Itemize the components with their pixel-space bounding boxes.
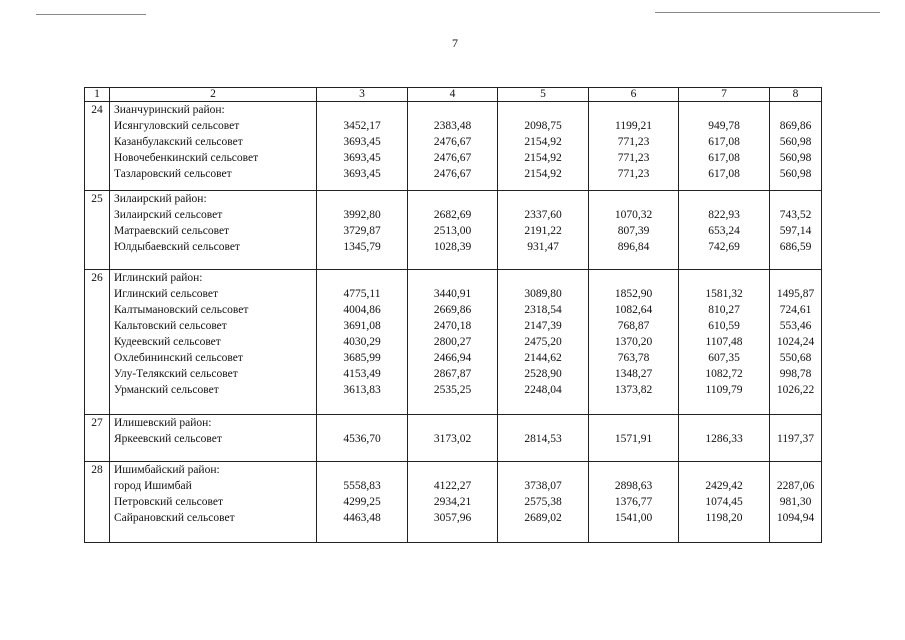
- column-header-1: 1: [85, 88, 110, 102]
- value-column-3: [317, 191, 408, 270]
- value-cell: 1199,21: [615, 120, 652, 132]
- value-cell: 4463,48: [343, 512, 381, 524]
- value-column-7: [679, 462, 770, 543]
- value-column-6: [589, 462, 679, 543]
- value-column-8: [770, 415, 822, 462]
- value-cell: 2898,63: [614, 480, 653, 492]
- settlement-name: Иглинский сельсовет: [114, 288, 219, 300]
- value-cell: 2535,25: [433, 384, 472, 396]
- value-cell: 2476,67: [433, 152, 472, 164]
- value-cell: 807,39: [617, 225, 650, 237]
- value-cell: 3693,45: [343, 168, 381, 180]
- value-cell: 2814,53: [524, 433, 562, 445]
- value-cell: 2147,39: [524, 320, 562, 332]
- value-cell: 1541,00: [614, 512, 653, 524]
- value-column-7: [679, 191, 770, 270]
- value-column-7: [679, 415, 770, 462]
- value-cell: 560,98: [779, 136, 812, 148]
- row-number: 27: [85, 415, 110, 462]
- value-cell: 607,35: [708, 352, 740, 364]
- settlement-name: Урманский сельсовет: [114, 384, 219, 396]
- value-cell: 3613,83: [343, 384, 381, 396]
- value-column-4: [408, 191, 498, 270]
- column-header-3: 3: [317, 88, 408, 102]
- settlement-name: Матраевский сельсовет: [114, 225, 230, 237]
- value-cell: 610,59: [708, 320, 740, 332]
- settlement-name: Калтымановский сельсовет: [114, 304, 249, 316]
- value-cell: 896,84: [617, 241, 650, 253]
- value-cell: 2337,60: [524, 209, 562, 221]
- data-table: [84, 87, 822, 543]
- value-cell: 949,78: [708, 120, 740, 132]
- top-rule-left: [36, 14, 146, 15]
- value-cell: 981,30: [779, 496, 812, 508]
- district-group: [85, 191, 822, 270]
- value-cell: 931,47: [527, 241, 559, 253]
- page-number: 7: [452, 36, 458, 50]
- value-cell: 4775,11: [343, 288, 381, 300]
- value-cell: 2154,92: [524, 168, 562, 180]
- value-column-5: [498, 270, 589, 415]
- value-column-3: [317, 415, 408, 462]
- names-cell: [110, 462, 317, 543]
- value-cell: 1286,33: [705, 433, 743, 445]
- value-cell: 1495,87: [776, 288, 815, 300]
- value-cell: 5558,83: [343, 480, 381, 492]
- value-cell: 1074,45: [705, 496, 743, 508]
- row-number: 25: [85, 191, 110, 270]
- row-number: 26: [85, 270, 110, 415]
- value-cell: 2575,38: [524, 496, 562, 508]
- settlement-name: Охлебининский сельсовет: [114, 352, 243, 364]
- value-cell: 1852,90: [614, 288, 653, 300]
- value-cell: 724,61: [779, 304, 812, 316]
- value-cell: 2682,69: [433, 209, 472, 221]
- value-cell: 4153,49: [343, 368, 381, 380]
- value-cell: 2383,48: [433, 120, 472, 132]
- value-column-4: [408, 102, 498, 191]
- settlement-name: Сайрановский сельсовет: [114, 512, 235, 524]
- value-cell: 1026,22: [776, 384, 815, 396]
- district-group: [85, 102, 822, 191]
- value-cell: 560,98: [779, 168, 812, 180]
- settlement-name: Зилаирский сельсовет: [114, 209, 223, 221]
- value-cell: 4004,86: [343, 304, 381, 316]
- value-cell: 1571,91: [614, 433, 653, 445]
- value-cell: 560,98: [779, 152, 812, 164]
- value-cell: 2287,06: [776, 480, 815, 492]
- column-header-5: 5: [498, 88, 589, 102]
- value-column-3: [317, 462, 408, 543]
- names-cell: [110, 191, 317, 270]
- district-name: Зилаирский район:: [114, 193, 207, 205]
- settlement-name: Новочебенкинский сельсовет: [114, 152, 259, 164]
- value-column-8: [770, 462, 822, 543]
- value-column-8: [770, 191, 822, 270]
- value-cell: 2475,20: [524, 336, 562, 348]
- value-cell: 686,59: [779, 241, 812, 253]
- value-cell: 1345,79: [343, 241, 381, 253]
- value-cell: 3693,45: [343, 136, 381, 148]
- settlement-name: Улу-Телякский сельсовет: [114, 368, 238, 380]
- value-cell: 3691,08: [343, 320, 381, 332]
- value-column-6: [589, 415, 679, 462]
- value-cell: 3992,80: [343, 209, 381, 221]
- district-group: [85, 462, 822, 543]
- names-cell: [110, 102, 317, 191]
- value-column-5: [498, 462, 589, 543]
- value-column-3: [317, 270, 408, 415]
- value-cell: 597,14: [779, 225, 812, 237]
- column-header-2: 2: [110, 88, 317, 102]
- value-column-6: [589, 270, 679, 415]
- value-cell: 1094,94: [776, 512, 815, 524]
- value-cell: 2466,94: [433, 352, 472, 364]
- value-cell: 1370,20: [614, 336, 653, 348]
- value-cell: 4122,27: [433, 480, 472, 492]
- value-cell: 2513,00: [433, 225, 472, 237]
- value-cell: 1024,24: [776, 336, 815, 348]
- district-group: [85, 270, 822, 415]
- settlement-name: Исянгуловский сельсовет: [114, 120, 240, 132]
- value-cell: 1373,82: [614, 384, 653, 396]
- value-cell: 869,86: [779, 120, 812, 132]
- value-cell: 1197,37: [777, 433, 814, 445]
- value-cell: 1376,77: [614, 496, 653, 508]
- value-column-6: [589, 191, 679, 270]
- value-cell: 742,69: [708, 241, 740, 253]
- value-cell: 771,23: [617, 168, 650, 180]
- value-cell: 822,93: [708, 209, 740, 221]
- value-cell: 617,08: [708, 152, 740, 164]
- value-cell: 2800,27: [433, 336, 472, 348]
- settlement-name: Кудеевский сельсовет: [114, 336, 221, 348]
- value-column-4: [408, 462, 498, 543]
- value-cell: 4299,25: [343, 496, 381, 508]
- value-cell: 2470,18: [433, 320, 472, 332]
- names-cell: [110, 415, 317, 462]
- value-column-4: [408, 270, 498, 415]
- value-cell: 2248,04: [524, 384, 562, 396]
- value-cell: 743,52: [779, 209, 812, 221]
- value-column-8: [770, 102, 822, 191]
- value-cell: 2191,22: [524, 225, 562, 237]
- value-cell: 550,68: [779, 352, 812, 364]
- value-column-3: [317, 102, 408, 191]
- settlement-name: Тазларовский сельсовет: [114, 168, 232, 180]
- district-name: Зианчуринский район:: [114, 104, 225, 116]
- value-cell: 2476,67: [433, 168, 472, 180]
- value-column-7: [679, 270, 770, 415]
- value-column-8: [770, 270, 822, 415]
- district-name: Илишевский район:: [114, 417, 212, 429]
- row-number: 28: [85, 462, 110, 543]
- value-cell: 998,78: [779, 368, 812, 380]
- district-name: Ишимбайский район:: [114, 464, 220, 476]
- value-cell: 771,23: [617, 136, 650, 148]
- value-cell: 2318,54: [524, 304, 562, 316]
- value-cell: 763,78: [617, 352, 650, 364]
- value-cell: 1107,48: [705, 336, 743, 348]
- names-cell: [110, 270, 317, 415]
- district-name: Иглинский район:: [114, 272, 203, 284]
- settlement-name: город Ишимбай: [114, 480, 192, 492]
- value-cell: 1082,64: [614, 304, 653, 316]
- value-cell: 3057,96: [433, 512, 472, 524]
- row-number: 24: [85, 102, 110, 191]
- value-cell: 4030,29: [343, 336, 381, 348]
- value-column-5: [498, 191, 589, 270]
- value-cell: 810,27: [708, 304, 740, 316]
- top-rule-right: [655, 12, 880, 13]
- value-cell: 2144,62: [524, 352, 562, 364]
- settlement-name: Яркеевский сельсовет: [114, 433, 222, 445]
- district-group: [85, 415, 822, 462]
- value-cell: 1028,39: [433, 241, 472, 253]
- value-cell: 617,08: [708, 168, 740, 180]
- column-header-7: 7: [679, 88, 770, 102]
- value-cell: 1581,32: [705, 288, 743, 300]
- value-cell: 2154,92: [524, 136, 562, 148]
- value-cell: 3173,02: [433, 433, 472, 445]
- value-cell: 553,46: [779, 320, 812, 332]
- column-header-4: 4: [408, 88, 498, 102]
- value-cell: 3685,99: [343, 352, 381, 364]
- value-column-5: [498, 102, 589, 191]
- value-cell: 2098,75: [524, 120, 562, 132]
- value-cell: 3452,17: [343, 120, 381, 132]
- value-cell: 771,23: [617, 152, 650, 164]
- value-cell: 2154,92: [524, 152, 562, 164]
- value-cell: 2669,86: [433, 304, 472, 316]
- value-cell: 2476,67: [433, 136, 472, 148]
- value-column-6: [589, 102, 679, 191]
- value-cell: 653,24: [708, 225, 740, 237]
- value-cell: 2867,87: [433, 368, 472, 380]
- value-cell: 2689,02: [524, 512, 562, 524]
- value-cell: 3738,07: [524, 480, 562, 492]
- settlement-name: Юлдыбаевский сельсовет: [114, 241, 240, 253]
- value-cell: 3729,87: [343, 225, 381, 237]
- value-cell: 1082,72: [705, 368, 743, 380]
- value-cell: 1348,27: [614, 368, 653, 380]
- value-cell: 2934,21: [433, 496, 472, 508]
- value-cell: 2528,90: [524, 368, 562, 380]
- value-cell: 3693,45: [343, 152, 381, 164]
- value-cell: 1070,32: [614, 209, 653, 221]
- settlement-name: Казанбулакский сельсовет: [114, 136, 243, 148]
- column-header-6: 6: [589, 88, 679, 102]
- value-column-4: [408, 415, 498, 462]
- column-header-8: 8: [770, 88, 822, 102]
- value-column-7: [679, 102, 770, 191]
- settlement-name: Петровский сельсовет: [114, 496, 223, 508]
- settlement-name: Кальтовский сельсовет: [114, 320, 227, 332]
- value-cell: 617,08: [708, 136, 740, 148]
- value-cell: 4536,70: [343, 433, 381, 445]
- value-cell: 768,87: [617, 320, 650, 332]
- value-cell: 1198,20: [705, 512, 743, 524]
- table-header: [85, 88, 822, 102]
- value-cell: 1109,79: [705, 384, 743, 396]
- value-cell: 3440,91: [433, 288, 472, 300]
- value-column-5: [498, 415, 589, 462]
- value-cell: 2429,42: [705, 480, 743, 492]
- value-cell: 3089,80: [524, 288, 562, 300]
